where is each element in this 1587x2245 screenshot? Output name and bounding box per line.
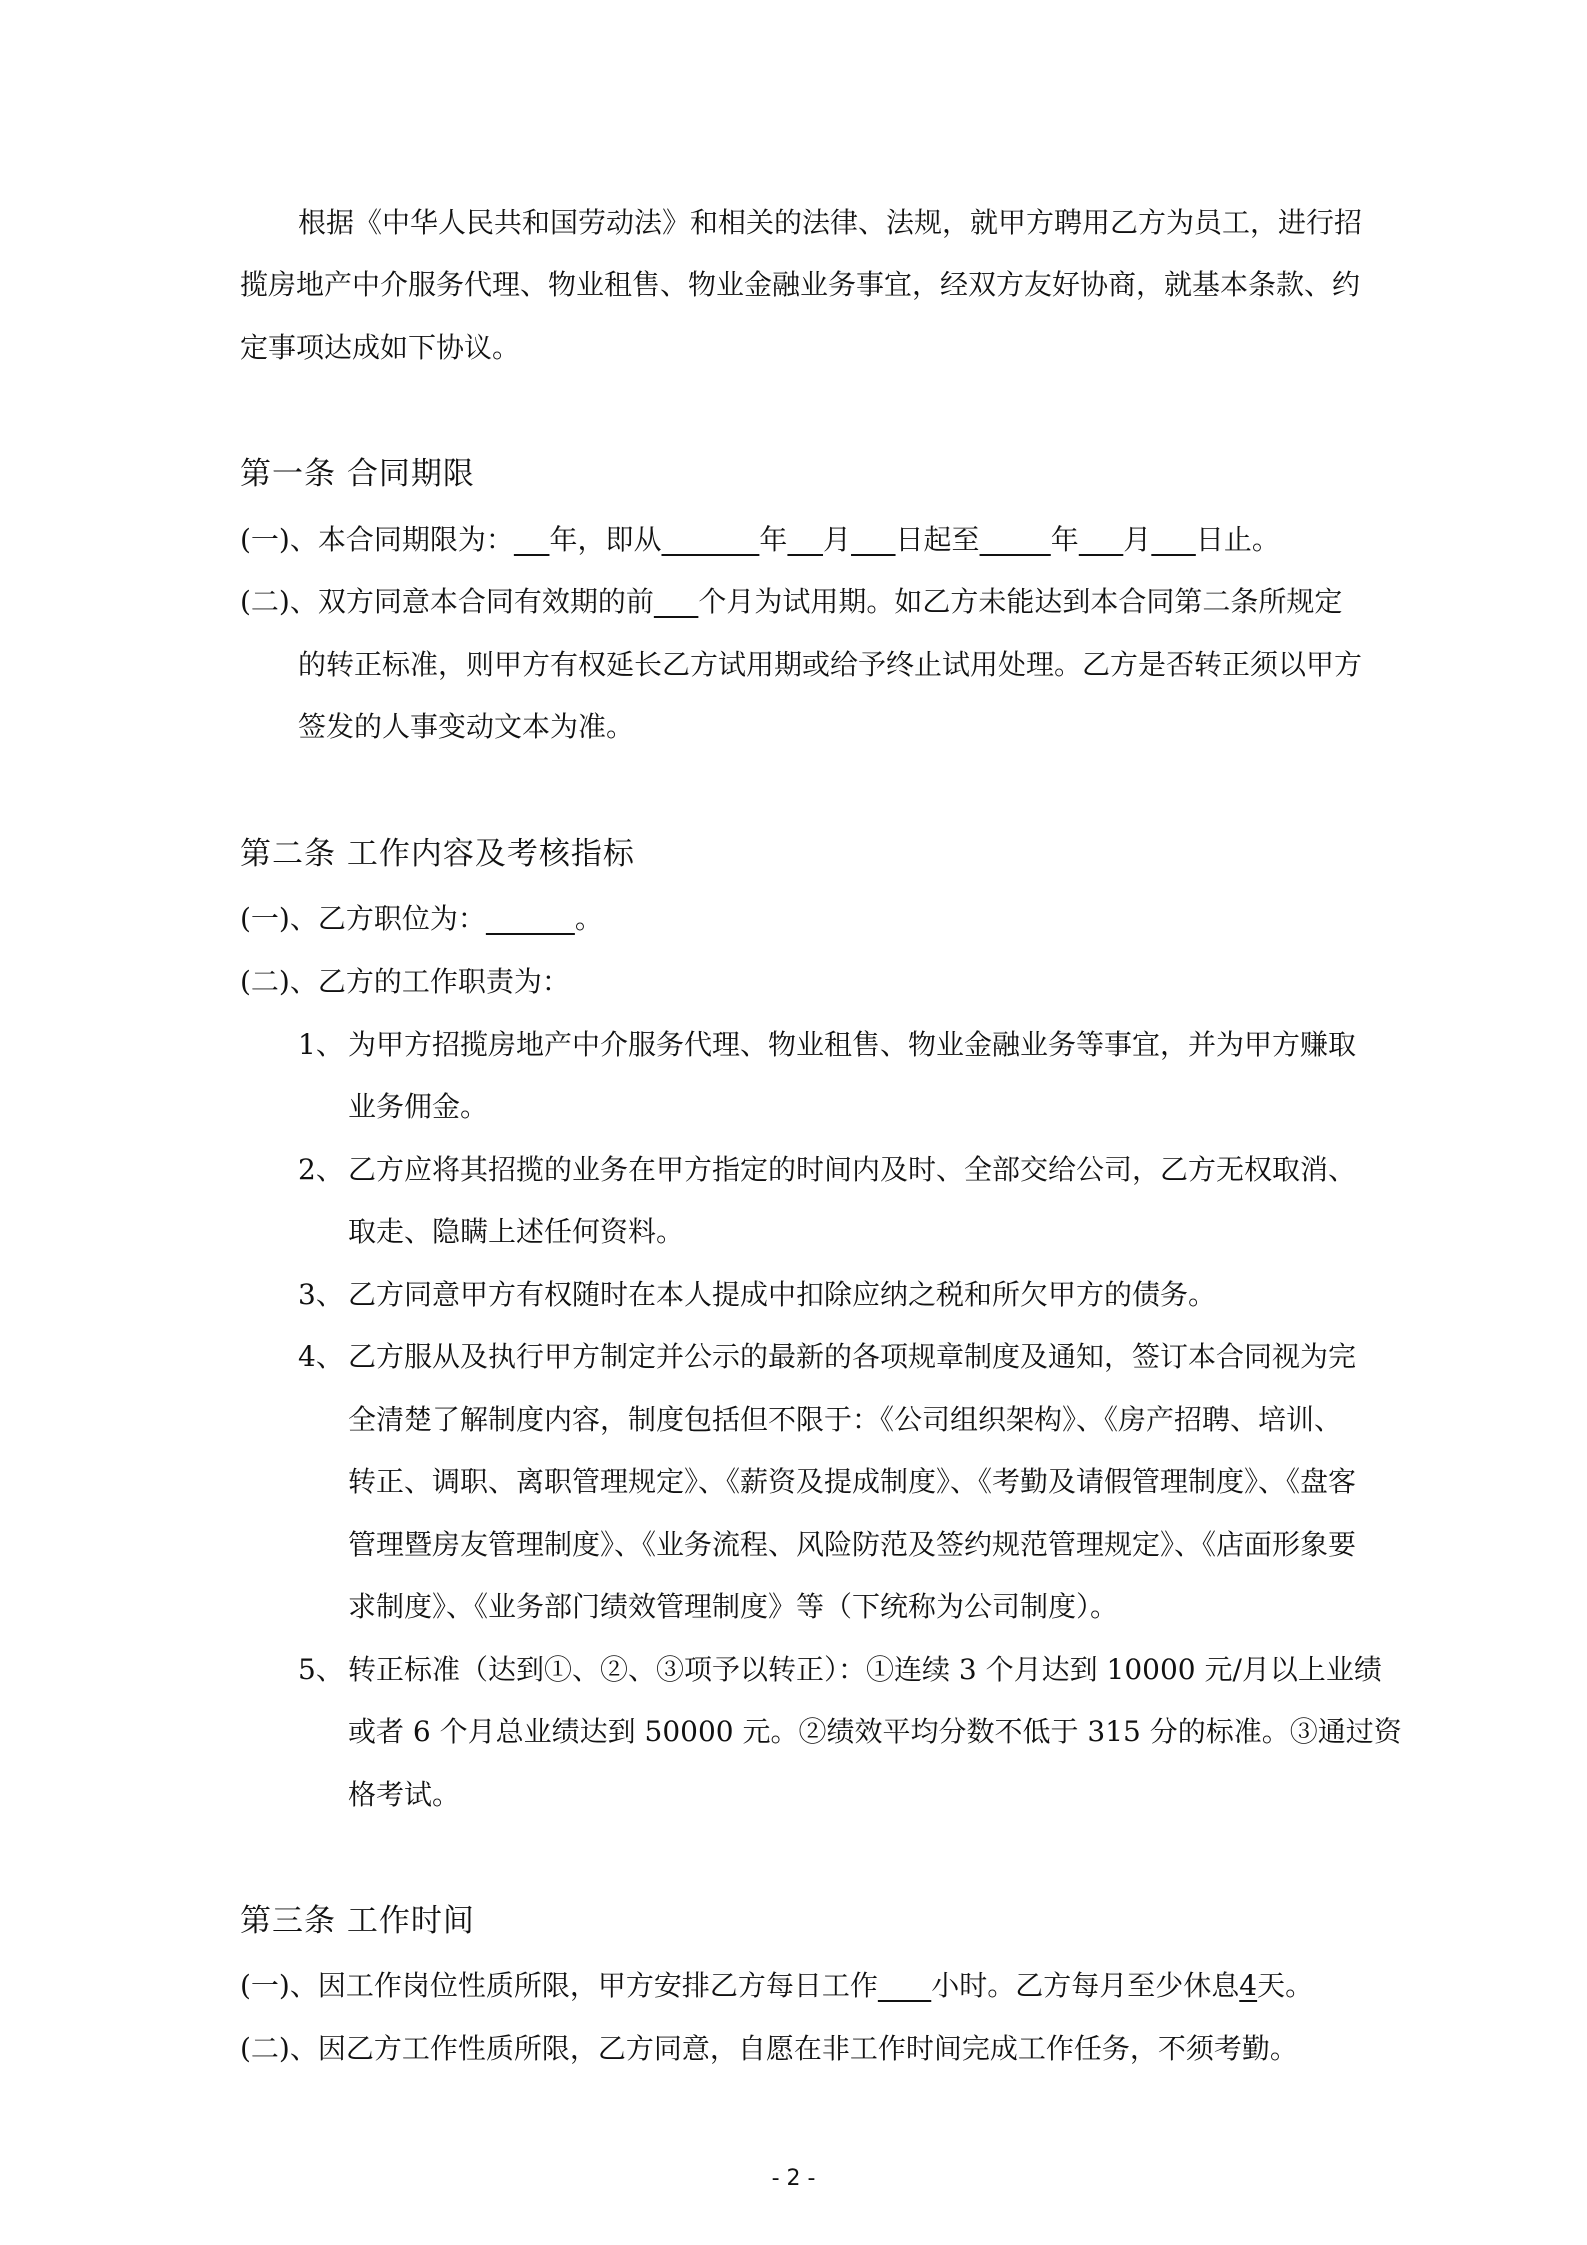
item-2-number: 2、 bbox=[298, 1153, 344, 1186]
article-1-clause-1 bbox=[240, 523, 1587, 557]
clause-text: 月 bbox=[1123, 523, 1152, 556]
clause-text: (一)、因工作岗位性质所限，甲方安排乙方每日工作 bbox=[240, 1969, 878, 2002]
article-3-clause-2: (二)、因乙方工作性质所限，乙方同意，自愿在非工作时间完成工作任务，不须考勤。 bbox=[240, 2032, 1298, 2065]
item-2-line-2: 取走、隐瞒上述任何资料。 bbox=[348, 1215, 685, 1248]
blank-field bbox=[1079, 523, 1124, 556]
blank-field bbox=[980, 523, 1051, 556]
article-3-clause-1 bbox=[240, 1969, 1587, 2003]
item-3-line-1: 乙方同意甲方有权随时在本人提成中扣除应纳之税和所欠甲方的债务。 bbox=[348, 1278, 1217, 1311]
item-4-number: 4、 bbox=[298, 1340, 344, 1373]
clause-text: (一)、本合同期限为： bbox=[240, 523, 514, 556]
blank-field bbox=[486, 902, 575, 935]
item-5-line-2: 或者 6 个月总业绩达到 50000 元。②绩效平均分数不低于 315 分的标准。③通过资 bbox=[348, 1715, 1402, 1748]
article-1-clause-2-line-3: 签发的人事变动文本为准。 bbox=[298, 710, 635, 743]
blank-field bbox=[878, 1969, 931, 2002]
clause-text: (一)、乙方职位为： bbox=[240, 902, 486, 935]
article-2-clause-2: (二)、乙方的工作职责为： bbox=[240, 965, 570, 998]
clause-text: 日止。 bbox=[1195, 523, 1280, 556]
clause-text: 天。 bbox=[1257, 1969, 1314, 2002]
intro-line-2: 揽房地产中介服务代理、物业租售、物业金融业务事宜，经双方友好协商，就基本条款、约 bbox=[240, 268, 1361, 301]
blank-field bbox=[514, 523, 550, 556]
intro-line-1: 根据《中华人民共和国劳动法》和相关的法律、法规，就甲方聘用乙方为员工，进行招 bbox=[298, 206, 1363, 239]
blank-field bbox=[654, 585, 699, 618]
clause-text: 月 bbox=[823, 523, 852, 556]
clause-text: 个月为试用期。如乙方未能达到本合同第二条所规定 bbox=[698, 585, 1343, 618]
item-4-line-5: 求制度》、《业务部门绩效管理制度》等（下统称为公司制度）。 bbox=[348, 1590, 1119, 1623]
clause-text: 年 bbox=[1050, 523, 1079, 556]
item-4-line-2: 全清楚了解制度内容，制度包括但不限于：《公司组织架构》、《房产招聘、培训、 bbox=[348, 1403, 1343, 1436]
article-3-title: 第三条 工作时间 bbox=[240, 1903, 475, 1939]
article-2-clause-1 bbox=[240, 902, 1587, 936]
item-5-line-3: 格考试。 bbox=[348, 1778, 461, 1811]
item-1-line-1: 为甲方招揽房地产中介服务代理、物业租售、物业金融业务等事宜，并为甲方赚取 bbox=[348, 1028, 1357, 1061]
clause-text: 年，即从 bbox=[549, 523, 662, 556]
item-4-line-3: 转正、调职、离职管理规定》、《薪资及提成制度》、《考勤及请假管理制度》、《盘客 bbox=[348, 1465, 1357, 1498]
article-2-title: 第二条 工作内容及考核指标 bbox=[240, 836, 635, 872]
clause-text: 年 bbox=[759, 523, 788, 556]
filled-field: 4 bbox=[1239, 1969, 1258, 2002]
item-1-number: 1、 bbox=[298, 1028, 344, 1061]
blank-field bbox=[661, 523, 759, 556]
item-5-line-1: 转正标准（达到①、②、③项予以转正）：①连续 3 个月达到 10000 元/月以上业绩 bbox=[348, 1653, 1382, 1686]
item-3-number: 3、 bbox=[298, 1278, 344, 1311]
blank-field bbox=[851, 523, 896, 556]
page-number: - 2 - bbox=[771, 2166, 816, 2191]
clause-text: 。 bbox=[574, 902, 603, 935]
item-1-line-2: 业务佣金。 bbox=[348, 1090, 489, 1123]
article-1-title: 第一条 合同期限 bbox=[240, 456, 475, 492]
intro-line-3: 定事项达成如下协议。 bbox=[240, 331, 521, 364]
item-4-line-4: 管理暨房友管理制度》、《业务流程、风险防范及签约规范管理规定》、《店面形象要 bbox=[348, 1528, 1357, 1561]
blank-field bbox=[787, 523, 823, 556]
blank-field bbox=[1151, 523, 1196, 556]
clause-text: (二)、双方同意本合同有效期的前 bbox=[240, 585, 654, 618]
item-5-number: 5、 bbox=[298, 1653, 344, 1686]
item-2-line-1: 乙方应将其招揽的业务在甲方指定的时间内及时、全部交给公司，乙方无权取消、 bbox=[348, 1153, 1357, 1186]
article-1-clause-2 bbox=[240, 585, 1587, 619]
article-1-clause-2-line-2: 的转正标准，则甲方有权延长乙方试用期或给予终止试用处理。乙方是否转正须以甲方 bbox=[298, 648, 1363, 681]
item-4-line-1: 乙方服从及执行甲方制定并公示的最新的各项规章制度及通知，签订本合同视为完 bbox=[348, 1340, 1357, 1373]
clause-text: 日起至 bbox=[895, 523, 980, 556]
clause-text: 小时。乙方每月至少休息 bbox=[931, 1969, 1240, 2002]
